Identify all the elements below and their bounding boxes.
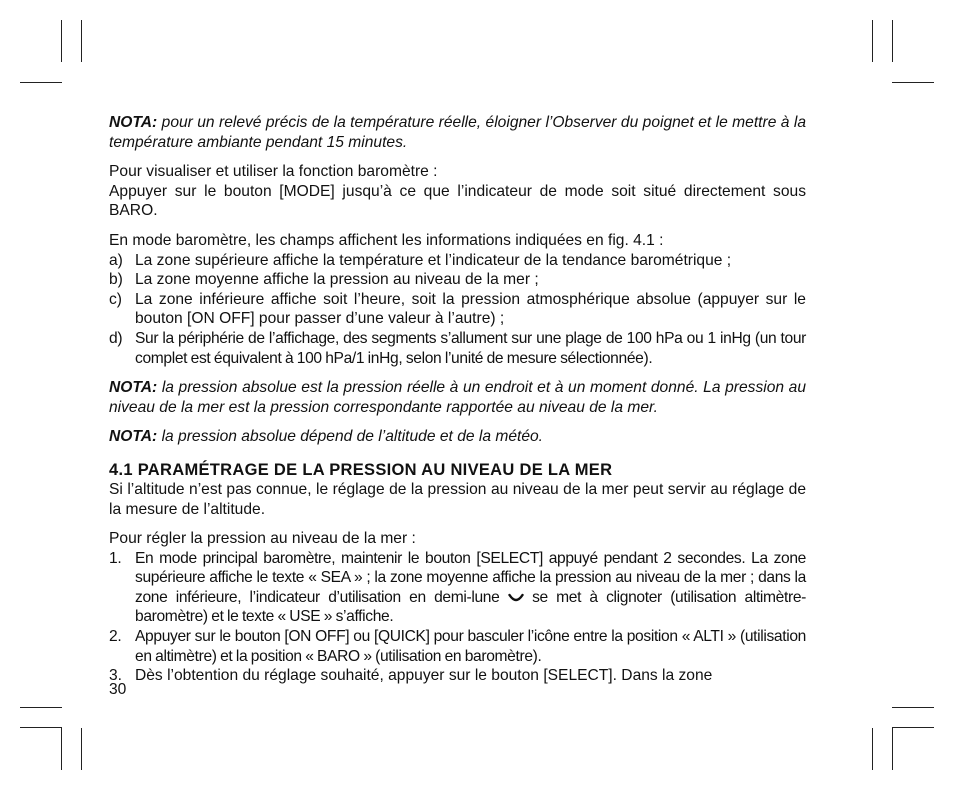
note-label: NOTA: [109, 428, 158, 446]
para-regler: Pour régler la pression au niveau de la mer : [109, 530, 416, 548]
fields-list [109, 251, 806, 369]
list-item: 3. Dès l’obtention du réglage souhaité, appuyer sur le bouton [SELECT]. Dans la zone [109, 667, 713, 685]
crop-mark-tr-v2 [892, 20, 893, 62]
crop-mark-bl-h [20, 707, 62, 708]
crop-mark-tr-v1 [872, 20, 873, 62]
crop-mark-br-h2 [892, 727, 934, 728]
crop-mark-tl-v2 [81, 20, 82, 62]
note-altitude-meteo [109, 427, 806, 447]
crop-mark-tl-h [20, 82, 62, 83]
note-text: la pression absolue dépend de l’altitude et de la météo. [161, 428, 544, 446]
section-intro: Si l’altitude n’est pas connue, le réglage de la pression au niveau de la mer peut servir au réglage de la mesure de l’altitude. [109, 480, 806, 518]
crop-mark-bl-h2 [20, 727, 62, 728]
list-item: d) Sur la périphérie de l’affichage, des segments s’allument sur une plage de 100 hPa ou 1 inHg (un tour complet est équivalent à 100 hPa/1 inHg, selon l’unité de mesure sélectionnée). [109, 329, 806, 367]
crop-mark-tl-v1 [61, 20, 62, 62]
note-label: NOTA: [109, 379, 158, 397]
list-item: b) La zone moyenne affiche la pression au niveau de la mer ; [109, 271, 539, 289]
note-text: la pression absolue est la pression réelle à un endroit et à un moment donné. La pression au niveau de la mer est la pression correspondante rapportée au niveau de la mer. [109, 379, 806, 416]
note-text: pour un relevé précis de la température réelle, éloigner l’Observer du poignet et le mettre à la température ambiante pendant 15 minutes. [109, 114, 806, 151]
note-label: NOTA: [109, 114, 158, 131]
crop-mark-bl-v1 [61, 728, 62, 770]
list-item: c) La zone inférieure affiche soit l’heure, soit la pression atmosphérique absolue (appuyer sur le bouton [ON OFF] pour passer d’une valeur à l’autre) ; [109, 290, 806, 328]
list-item: 2. Appuyer sur le bouton [ON OFF] ou [QUICK] pour basculer l’icône entre la position « ALTI » (utilisation en altimètre) et la position « BARO » (utilisation en baromètre). [109, 628, 806, 665]
page-number: 30 [109, 681, 127, 698]
steps-list [109, 549, 806, 686]
note-pression-absolue [109, 378, 806, 417]
list-item: 1. En mode principal baromètre, maintenir le bouton [SELECT] appuyé pendant 2 secondes. La zone supérieure affiche le texte « SEA » ; la zone moyenne affiche la pression au niveau de la mer ; dans la zone inférieure, l’indicateur d’utilisation en demi-lune se met à clignoter (utilisation altimètre-baromètre) et le texte « USE » s’affiche. [109, 549, 807, 626]
crop-mark-tr-h [892, 82, 934, 83]
crop-mark-bl-v2 [81, 728, 82, 770]
half-moon-icon [508, 593, 524, 603]
para-mode-barometre: En mode baromètre, les champs affichent les informations indiquées en fig. 4.1 : [109, 231, 664, 249]
crop-mark-br-v1 [872, 728, 873, 770]
para-appuyer-mode: Appuyer sur le bouton [MODE] jusqu’à ce que l’indicateur de mode soit situé directement sous BARO. [109, 182, 806, 220]
note-temperature [109, 113, 806, 152]
crop-mark-br-h [892, 707, 934, 708]
list-item: a) La zone supérieure affiche la température et l’indicateur de la tendance barométrique ; [109, 251, 732, 269]
page-content [109, 113, 806, 686]
para-visualiser: Pour visualiser et utiliser la fonction baromètre : [109, 163, 438, 181]
section-heading: 4.1 PARAMÉTRAGE DE LA PRESSION AU NIVEAU DE LA MER [109, 460, 613, 479]
crop-mark-br-v2 [892, 728, 893, 770]
